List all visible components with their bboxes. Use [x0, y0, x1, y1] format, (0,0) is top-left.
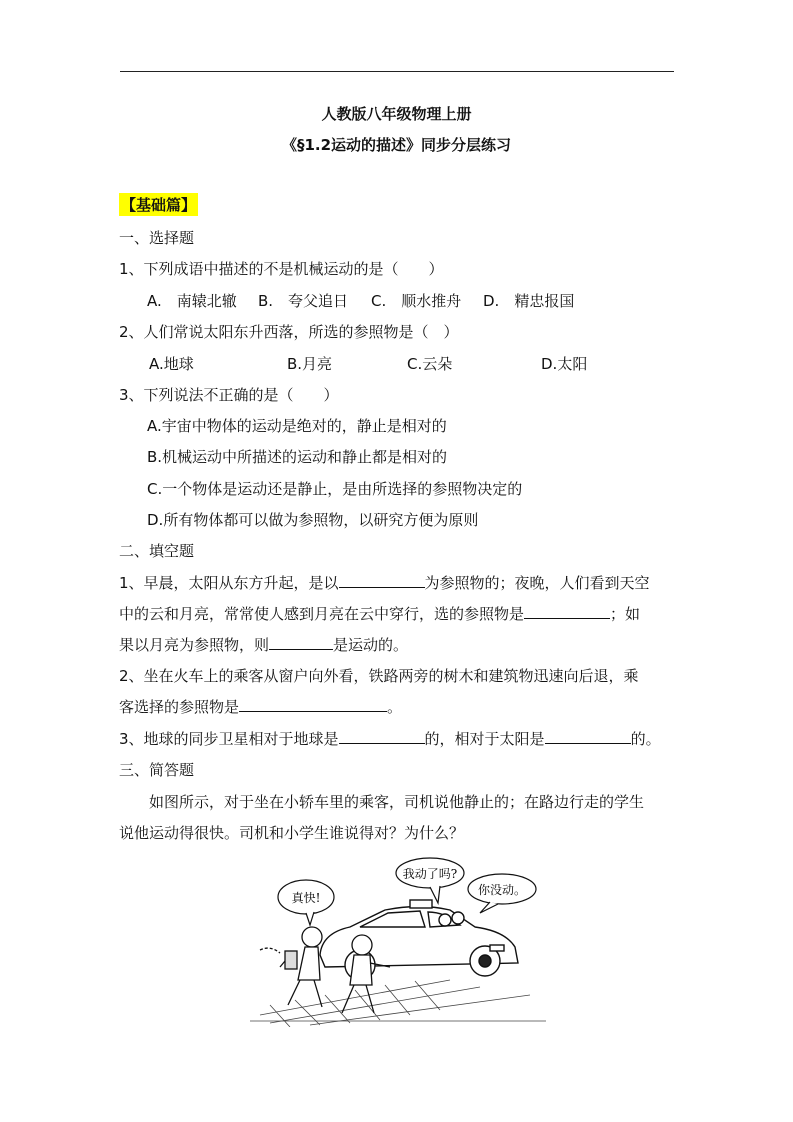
q3-option-a: A.宇宙中物体的运动是绝对的，静止是相对的: [147, 417, 447, 435]
part3-paragraph-line2: 说他运动得很快。司机和小学生谁说得对？为什么？: [119, 824, 465, 842]
q2-option-c: C.云朵: [407, 355, 453, 373]
q1-stem: 1、下列成语中描述的不是机械运动的是（ ）: [119, 260, 444, 278]
part2-heading: 二、填空题: [119, 542, 195, 560]
fill-q3-blank-1[interactable]: [339, 728, 425, 744]
part3-paragraph-line1: 如图所示，对于坐在小轿车里的乘客，司机说他静止的；在路边行走的学生: [119, 793, 645, 811]
q1-option-b: B. 夸父追日: [258, 292, 349, 310]
car-and-students-illustration: [250, 855, 546, 1027]
q2-option-a: A.地球: [149, 355, 194, 373]
fill-q1-text-b: 为参照物的；夜晚，人们看到天空: [424, 574, 650, 592]
fill-q3-blank-2[interactable]: [545, 728, 631, 744]
fill-q1-line2: [119, 603, 640, 624]
fill-q1-blank-2[interactable]: [524, 603, 610, 619]
fill-q3-text-a: 3、地球的同步卫星相对于地球是: [119, 730, 339, 748]
fill-q2-text-c: 。: [387, 698, 403, 716]
part1-heading: 一、选择题: [119, 229, 195, 247]
bubble-passenger-text: 我动了吗?: [402, 867, 458, 881]
fill-q2-text-b: 客选择的参照物是: [119, 698, 240, 716]
section-tag-basic: 【基础篇】: [119, 193, 198, 216]
fill-q1-line1: [119, 572, 650, 593]
fill-q2-line2: [119, 696, 402, 717]
fill-q2-blank-1[interactable]: [239, 696, 387, 712]
doc-subtitle: 《§1.2运动的描述》同步分层练习: [281, 136, 512, 154]
q3-option-b: B.机械运动中所描述的运动和静止都是相对的: [147, 448, 448, 466]
q1-option-d: D. 精忠报国: [483, 292, 575, 310]
fill-q1-text-e: 果以月亮为参照物，则: [119, 636, 270, 654]
header-rule: [120, 71, 674, 72]
fill-q1-line3: [119, 634, 408, 655]
fill-q1-blank-3[interactable]: [269, 634, 333, 650]
q3-option-c: C.一个物体是运动还是静止，是由所选择的参照物决定的: [147, 480, 523, 498]
fill-q1-blank-1[interactable]: [339, 572, 425, 588]
q1-option-c: C. 顺水推舟: [371, 292, 462, 310]
fill-q1-text-d: ；如: [610, 605, 641, 623]
fill-q1-text-a: 1、早晨，太阳从东方升起，是以: [119, 574, 339, 592]
bubble-driver-text: 你没动。: [477, 883, 527, 897]
fill-q3-text-b: 的，相对于太阳是: [424, 730, 545, 748]
q1-option-a: A. 南辕北辙: [147, 292, 237, 310]
fill-q3-line1: [119, 728, 661, 749]
car-shape: [320, 900, 518, 980]
q3-option-d: D.所有物体都可以做为参照物，以研究方便为原则: [147, 511, 479, 529]
q2-option-d: D.太阳: [541, 355, 588, 373]
fill-q1-text-c: 中的云和月亮，常常使人感到月亮在云中穿行，选的参照物是: [119, 605, 525, 623]
q2-option-b: B.月亮: [287, 355, 333, 373]
part3-heading: 三、简答题: [119, 761, 195, 779]
fill-q2-line1: 2、坐在火车上的乘客从窗户向外看，铁路两旁的树木和建筑物迅速向后退，乘: [119, 667, 639, 685]
doc-title: 人教版八年级物理上册: [321, 105, 472, 123]
q2-stem: 2、人们常说太阳东升西落，所选的参照物是（ ）: [119, 323, 459, 341]
q3-stem: 3、下列说法不正确的是（ ）: [119, 386, 339, 404]
bubble-students-text: 真快!: [291, 891, 321, 905]
fill-q1-text-f: 是运动的。: [333, 636, 409, 654]
fill-q3-text-c: 的。: [630, 730, 661, 748]
sidewalk-grid: [250, 980, 546, 1027]
